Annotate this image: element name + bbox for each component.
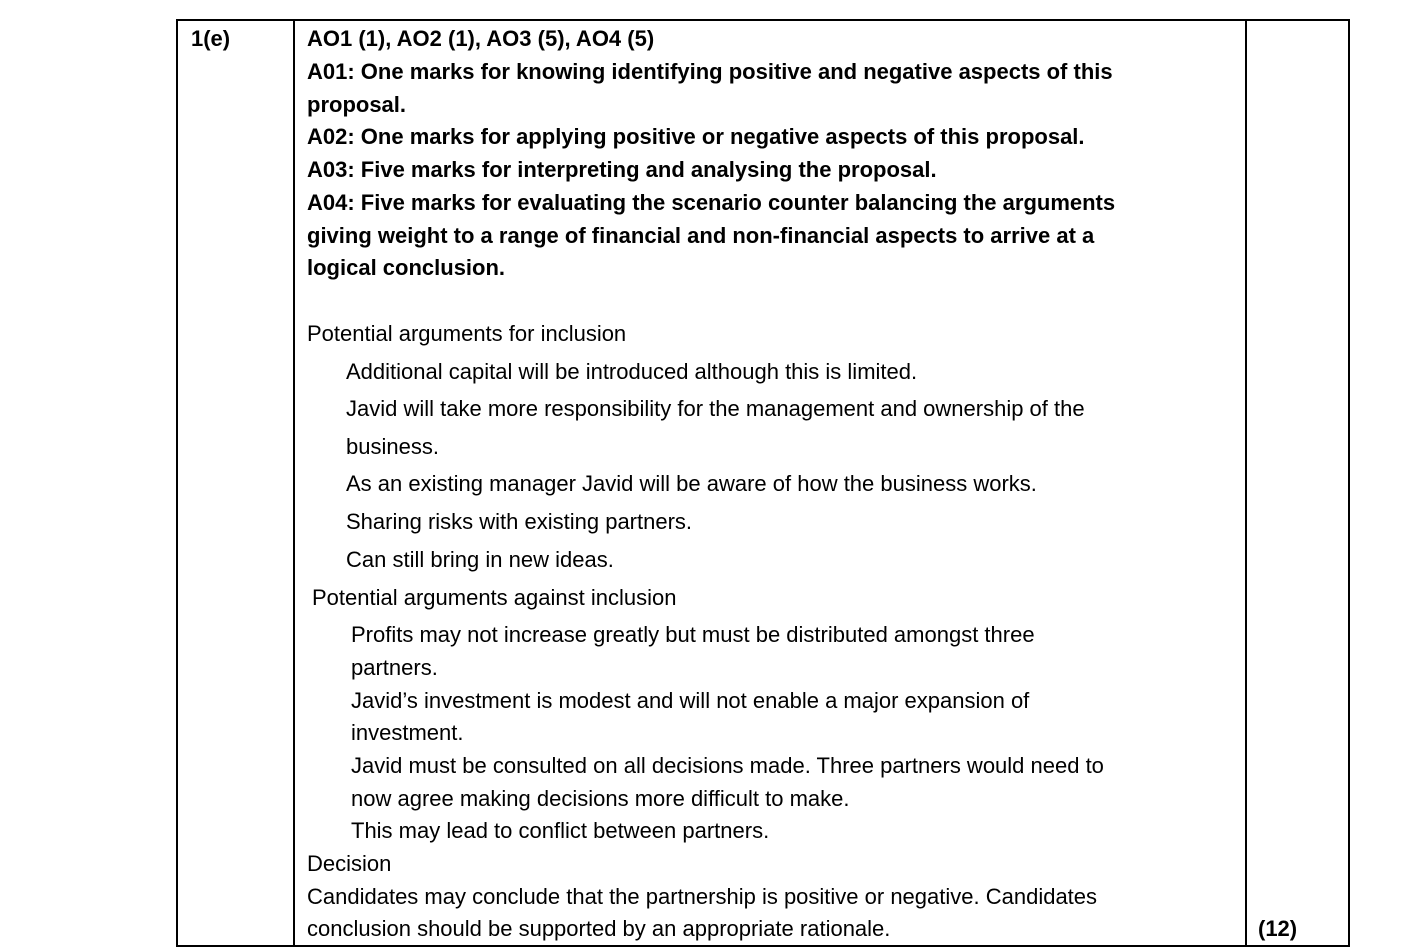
- criteria-line: A03: Five marks for interpreting and analysing the proposal.: [307, 157, 937, 182]
- against-inclusion-line: now agree making decisions more difficult to make.: [351, 786, 850, 811]
- column-divider-1: [293, 21, 295, 945]
- decision-line: Candidates may conclude that the partnership is positive or negative. Candidates: [307, 884, 1098, 909]
- against-inclusion-line: Profits may not increase greatly but must be distributed amongst three: [351, 622, 1035, 647]
- for-inclusion-line: Sharing risks with existing partners.: [346, 509, 693, 534]
- decision-heading: Decision: [307, 851, 392, 876]
- criteria-line: logical conclusion.: [307, 255, 506, 280]
- criteria-line: A01: One marks for knowing identifying positive and negative aspects of this: [307, 59, 1113, 84]
- for-inclusion-line: Additional capital will be introduced although this is limited.: [346, 359, 918, 384]
- for-inclusion-line: As an existing manager Javid will be aware of how the business works.: [346, 471, 1037, 496]
- criteria-line: proposal.: [307, 92, 407, 117]
- against-inclusion-line: investment.: [351, 720, 464, 745]
- for-inclusion-line: Can still bring in new ideas.: [346, 547, 614, 572]
- decision-line: conclusion should be supported by an appropriate rationale.: [307, 916, 891, 941]
- criteria-line: A02: One marks for applying positive or negative aspects of this proposal.: [307, 124, 1085, 149]
- against-inclusion-line: Javid’s investment is modest and will not enable a major expansion of: [351, 688, 1030, 713]
- criteria-line: A04: Five marks for evaluating the scenario counter balancing the arguments: [307, 190, 1116, 215]
- against-inclusion-line: This may lead to conflict between partners.: [351, 818, 770, 843]
- total-marks: (12): [1258, 916, 1298, 941]
- assessment-header: AO1 (1), AO2 (1), AO3 (5), AO4 (5): [307, 26, 655, 51]
- question-number: 1(e): [191, 26, 231, 51]
- against-inclusion-line: Javid must be consulted on all decisions made. Three partners would need to: [351, 753, 1104, 778]
- column-divider-2: [1245, 21, 1247, 945]
- for-inclusion-heading: Potential arguments for inclusion: [307, 321, 627, 346]
- criteria-line: giving weight to a range of financial and non-financial aspects to arrive at a: [307, 223, 1095, 248]
- for-inclusion-line: business.: [346, 434, 439, 459]
- against-inclusion-line: partners.: [351, 655, 438, 680]
- for-inclusion-line: Javid will take more responsibility for the management and ownership of the: [346, 396, 1085, 421]
- against-inclusion-heading: Potential arguments against inclusion: [312, 585, 677, 610]
